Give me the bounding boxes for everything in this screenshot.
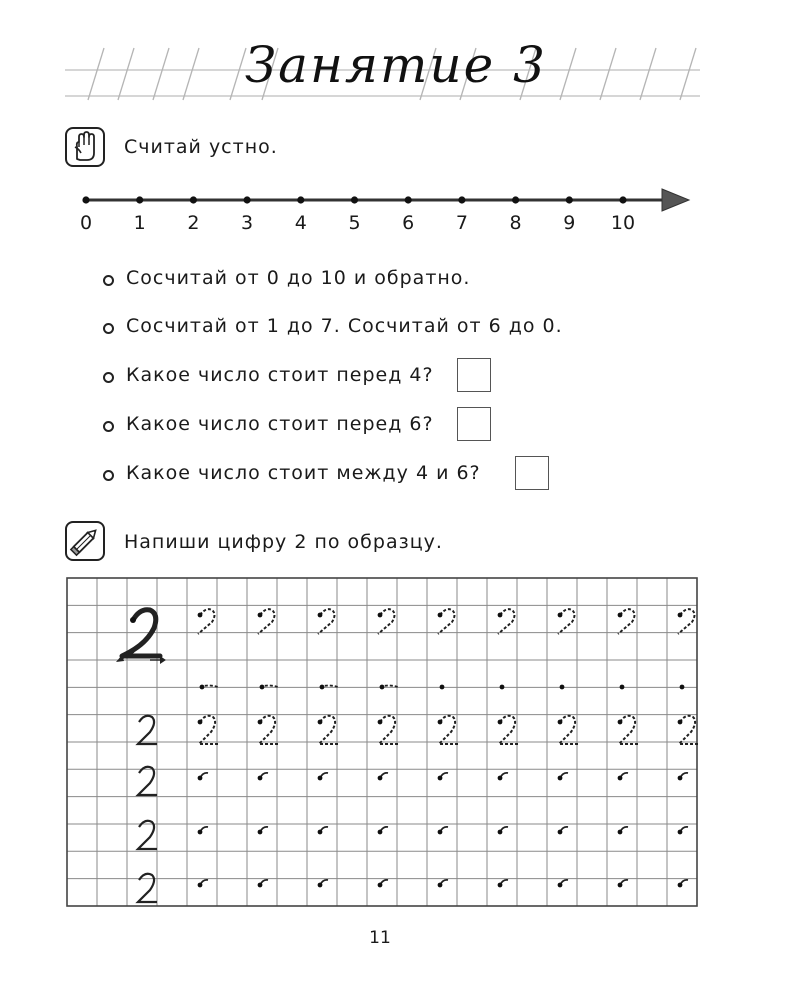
start-dot: [258, 613, 263, 618]
start-dot: [678, 883, 683, 888]
start-dot: [558, 883, 563, 888]
start-dot: [378, 830, 383, 835]
start-dot: [498, 776, 503, 781]
sample-two: [138, 874, 157, 902]
start-dot: [258, 720, 263, 725]
start-dot: [198, 883, 203, 888]
start-dot: [558, 613, 563, 618]
start-dot: [678, 830, 683, 835]
start-dot: [318, 720, 323, 725]
start-dot: [318, 883, 323, 888]
start-dot: [620, 685, 625, 690]
bullet-icon: [103, 323, 114, 334]
sample-two: [138, 821, 157, 849]
number-line-tick-label: 8: [509, 212, 522, 234]
start-dot: [500, 685, 505, 690]
start-dot: [198, 613, 203, 618]
question-text: Сосчитай от 0 до 10 и обратно.: [126, 267, 471, 289]
start-dot: [558, 720, 563, 725]
number-line-tick-label: 7: [455, 212, 468, 234]
answer-box[interactable]: [457, 407, 491, 441]
start-dot: [438, 883, 443, 888]
dashed-two: [499, 716, 518, 744]
start-dot: [680, 685, 685, 690]
bullet-icon: [103, 275, 114, 286]
dashed-two: [679, 716, 698, 744]
dashed-two: [439, 716, 458, 744]
start-dot: [258, 776, 263, 781]
number-line-tick-label: 9: [563, 212, 576, 234]
lesson-title: Занятие 3: [245, 36, 547, 94]
bullet-icon: [103, 421, 114, 432]
number-line-dot: [405, 196, 412, 203]
number-line-dot: [619, 196, 626, 203]
hand-count-icon: [65, 127, 105, 167]
start-dot: [378, 613, 383, 618]
start-dot: [258, 883, 263, 888]
start-dot: [618, 776, 623, 781]
dashed-two: [619, 716, 638, 744]
number-line-tick-label: 6: [402, 212, 415, 234]
start-dot: [678, 720, 683, 725]
dashed-two: [379, 716, 398, 744]
start-dot: [318, 613, 323, 618]
dashed-two: [199, 716, 218, 744]
start-dot: [318, 776, 323, 781]
page-number: 11: [369, 928, 391, 948]
start-dot: [438, 776, 443, 781]
start-dot: [198, 776, 203, 781]
start-dot: [618, 613, 623, 618]
sample-digit-two: [116, 610, 166, 664]
question-text: Сосчитай от 1 до 7. Сосчитай от 6 до 0.: [126, 315, 563, 337]
start-dot: [198, 720, 203, 725]
answer-box[interactable]: [457, 358, 491, 392]
number-line-tick-label: 0: [79, 212, 93, 234]
start-dot: [260, 685, 265, 690]
number-line-dot: [244, 196, 251, 203]
start-dot: [380, 685, 385, 690]
start-dot: [320, 685, 325, 690]
number-line-tick-label: 1: [133, 212, 146, 234]
sample-two: [138, 767, 157, 795]
start-dot: [678, 613, 683, 618]
start-dot: [438, 720, 443, 725]
task1-instruction: Считай устно.: [124, 136, 278, 158]
number-line-dot: [136, 196, 143, 203]
number-line-tick-label: 10: [610, 212, 636, 234]
question-text: Какое число стоит между 4 и 6?: [126, 462, 481, 484]
pencil-icon: [65, 521, 105, 561]
dashed-two: [559, 716, 578, 744]
start-dot: [678, 776, 683, 781]
number-line-tick-label: 3: [241, 212, 254, 234]
bullet-icon: [103, 372, 114, 383]
bullet-icon: [103, 470, 114, 481]
start-dot: [618, 720, 623, 725]
number-line-dot: [512, 196, 519, 203]
dashed-two: [319, 716, 338, 744]
task2-instruction: Напиши цифру 2 по образцу.: [124, 531, 443, 553]
number-line-dot: [566, 196, 573, 203]
start-dot: [200, 685, 205, 690]
start-dot: [618, 883, 623, 888]
start-dot: [258, 830, 263, 835]
dashed-two: [259, 716, 278, 744]
sample-two: [138, 716, 157, 744]
start-dot: [558, 776, 563, 781]
start-dot: [560, 685, 565, 690]
start-dot: [438, 830, 443, 835]
start-dot: [378, 720, 383, 725]
start-dot: [198, 830, 203, 835]
question-text: Какое число стоит перед 4?: [126, 364, 434, 386]
question-text: Какое число стоит перед 6?: [126, 413, 434, 435]
start-dot: [498, 720, 503, 725]
number-line-dot: [190, 196, 197, 203]
copybook-grid: [60, 570, 705, 915]
number-line-tick-label: 4: [294, 212, 307, 234]
number-line-dot: [351, 196, 358, 203]
start-dot: [440, 685, 445, 690]
start-dot: [318, 830, 323, 835]
number-line-dot: [297, 196, 304, 203]
number-line-tick-label: 2: [187, 212, 200, 234]
number-line-dot: [458, 196, 465, 203]
start-dot: [378, 883, 383, 888]
start-dot: [558, 830, 563, 835]
answer-box[interactable]: [515, 456, 549, 490]
start-dot: [498, 883, 503, 888]
start-dot: [378, 776, 383, 781]
number-line-dot: [82, 196, 89, 203]
number-line-tick-label: 5: [348, 212, 361, 234]
start-dot: [498, 830, 503, 835]
start-dot: [618, 830, 623, 835]
start-dot: [438, 613, 443, 618]
start-dot: [498, 613, 503, 618]
